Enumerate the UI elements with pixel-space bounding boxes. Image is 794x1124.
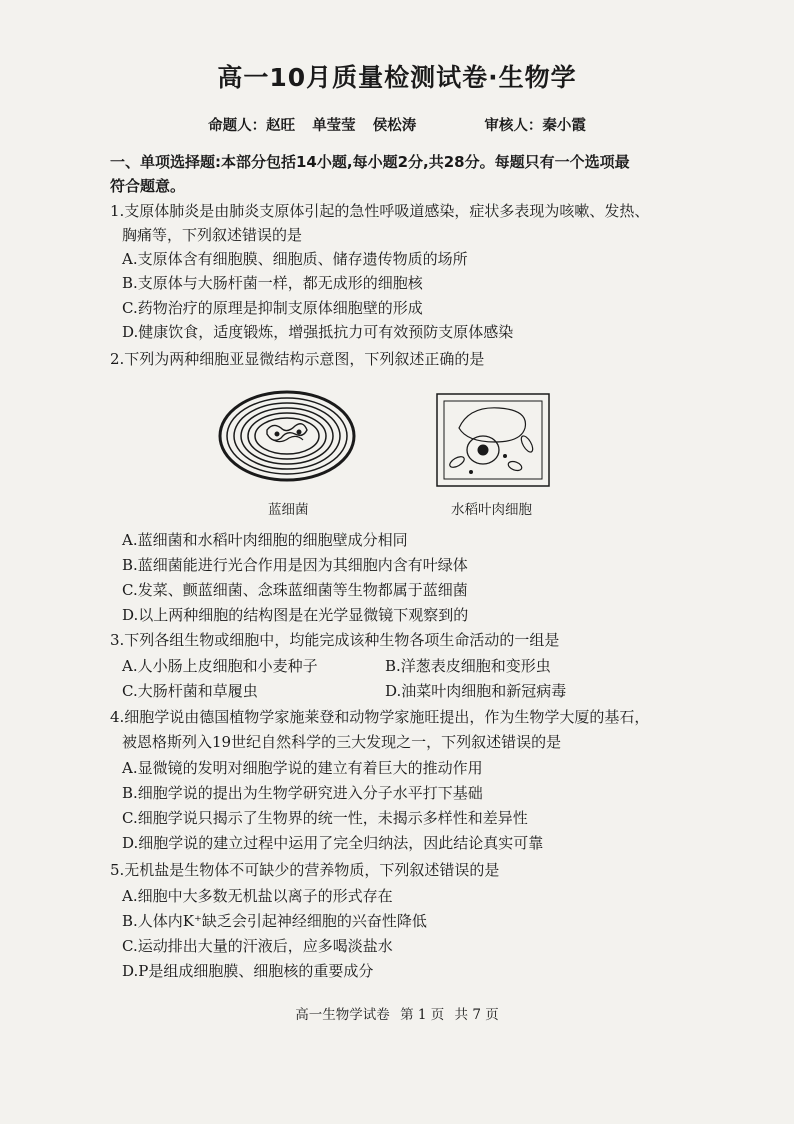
question-4-option-c: C.细胞学说只揭示了生物界的统一性，未揭示多样性和差异性 xyxy=(122,809,528,827)
question-1-stem-cont: 胸痛等，下列叙述错误的是 xyxy=(122,226,303,244)
cyanobacterium-diagram xyxy=(220,392,354,480)
question-3-option-d: D.油菜叶肉细胞和新冠病毒 xyxy=(385,682,567,700)
question-3-option-b: B.洋葱表皮细胞和变形虫 xyxy=(385,657,551,675)
question-5-option-b: B.人体内K⁺缺乏会引起神经细胞的兴奋性降低 xyxy=(122,912,427,930)
question-4-stem: 4.细胞学说由德国植物学家施莱登和动物学家施旺提出，作为生物学大厦的基石， xyxy=(110,708,650,726)
question-4-option-a: A.显微镜的发明对细胞学说的建立有着巨大的推动作用 xyxy=(122,759,483,777)
question-1-option-a: A.支原体含有细胞膜、细胞质、储存遗传物质的场所 xyxy=(122,250,468,268)
cell-structure-figure xyxy=(215,388,575,523)
section-heading-cont: 符合题意。 xyxy=(110,177,186,195)
question-5-option-d: D.P是组成细胞膜、细胞核的重要成分 xyxy=(122,962,374,980)
question-2-option-a: A.蓝细菌和水稻叶肉细胞的细胞壁成分相同 xyxy=(122,531,408,549)
authors-line xyxy=(0,114,794,135)
question-2-option-b: B.蓝细菌能进行光合作用是因为其细胞内含有叶绿体 xyxy=(122,556,468,574)
question-3-stem: 3.下列各组生物或细胞中，均能完成该种生物各项生命活动的一组是 xyxy=(110,631,560,649)
question-1-option-b: B.支原体与大肠杆菌一样，都无成形的细胞核 xyxy=(122,274,423,292)
rice-leaf-cell-diagram xyxy=(437,394,549,486)
footer-page-number: 第 1 页 xyxy=(400,1007,445,1023)
setters-label: 命题人：赵旺 xyxy=(208,118,296,134)
footer-exam-name: 高一生物学试卷 xyxy=(295,1007,390,1023)
question-1-stem: 1.支原体肺炎是由肺炎支原体引起的急性呼吸道感染，症状多表现为咳嗽、发热、 xyxy=(110,202,650,220)
question-5-stem: 5.无机盐是生物体不可缺少的营养物质，下列叙述错误的是 xyxy=(110,861,500,879)
question-4-stem-cont: 被恩格斯列入19世纪自然科学的三大发现之一，下列叙述错误的是 xyxy=(122,733,562,751)
page-footer xyxy=(0,1003,794,1023)
question-2-stem: 2.下列为两种细胞亚显微结构示意图，下列叙述正确的是 xyxy=(110,350,485,368)
footer-total-pages: 共 7 页 xyxy=(454,1007,499,1023)
question-5-option-c: C.运动排出大量的汗液后，应多喝淡盐水 xyxy=(122,937,393,955)
reviewer-label: 审核人：秦小霞 xyxy=(484,118,586,134)
question-5-option-a: A.细胞中大多数无机盐以离子的形式存在 xyxy=(122,887,393,905)
question-3-option-a: A.人小肠上皮细胞和小麦种子 xyxy=(122,657,318,675)
question-3-option-c: C.大肠杆菌和草履虫 xyxy=(122,682,258,700)
caption-rice-leaf-cell: 水稻叶肉细胞 xyxy=(451,502,532,518)
question-4-option-d: D.细胞学说的建立过程中运用了完全归纳法，因此结论真实可靠 xyxy=(122,834,544,852)
section-heading: 一、单项选择题:本部分包括14小题,每小题2分,共28分。每题只有一个选项最 xyxy=(110,153,630,171)
setter-3: 侯松涛 xyxy=(372,118,417,134)
question-1-option-c: C.药物治疗的原理是抑制支原体细胞壁的形成 xyxy=(122,299,423,317)
setter-2: 单莹莹 xyxy=(312,118,356,134)
caption-cyanobacterium: 蓝细菌 xyxy=(268,502,309,518)
page-title: 高一10月质量检测试卷·生物学 xyxy=(217,63,577,92)
question-4-option-b: B.细胞学说的提出为生物学研究进入分子水平打下基础 xyxy=(122,784,483,802)
question-2-option-c: C.发菜、颤蓝细菌、念珠蓝细菌等生物都属于蓝细菌 xyxy=(122,581,468,599)
question-1-option-d: D.健康饮食，适度锻炼，增强抵抗力可有效预防支原体感染 xyxy=(122,323,514,341)
question-2-option-d: D.以上两种细胞的结构图是在光学显微镜下观察到的 xyxy=(122,606,469,624)
